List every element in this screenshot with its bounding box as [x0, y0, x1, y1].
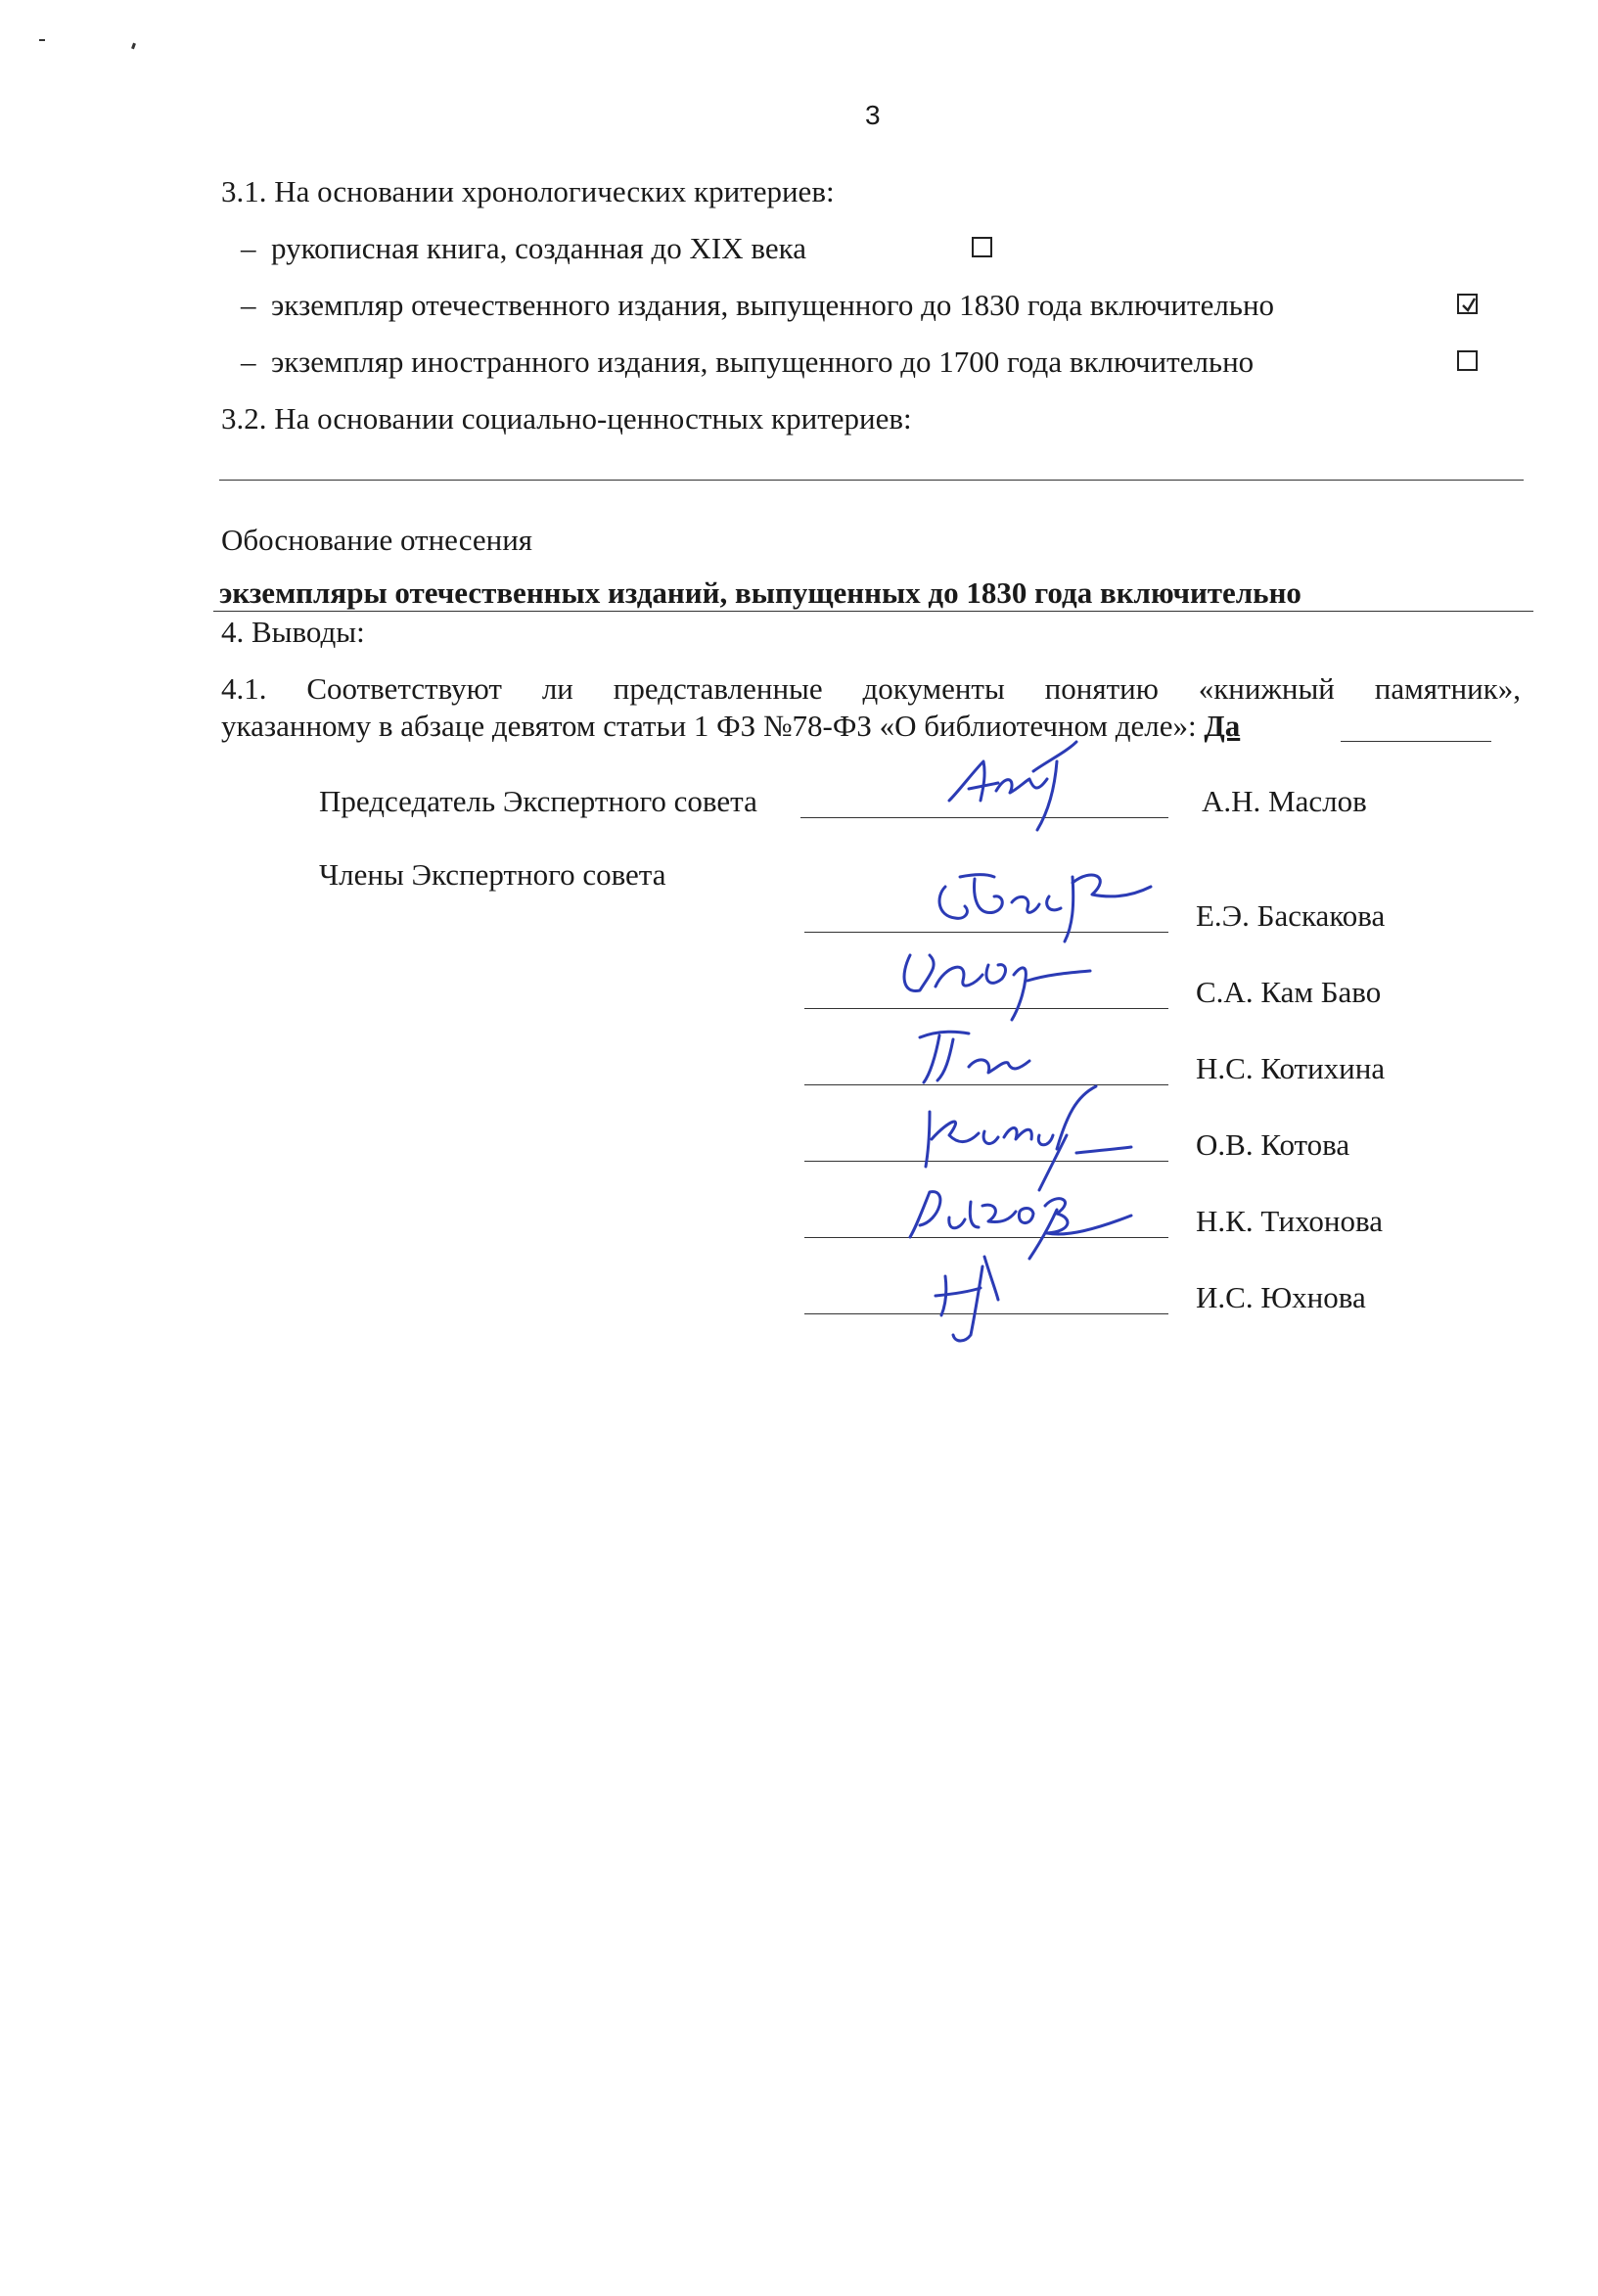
- member-signature: [926, 848, 1161, 945]
- answer-value: Да: [1204, 709, 1241, 743]
- list-dash: –: [241, 344, 256, 379]
- list-dash: –: [241, 288, 256, 322]
- checkbox-domestic-edition[interactable]: [1457, 294, 1478, 314]
- chair-title: Председатель Экспертного совета: [319, 784, 757, 818]
- member-name: И.С. Юхнова: [1196, 1280, 1366, 1314]
- member-name: О.В. Котова: [1196, 1127, 1350, 1162]
- list-item-text: рукописная книга, созданная до XIX века: [271, 231, 806, 265]
- justification-label: Обоснование отнесения: [221, 523, 533, 557]
- conclusions-heading: 4. Выводы:: [221, 615, 365, 649]
- section-3-2-heading: 3.2. На основании социально-ценностных критериев:: [221, 401, 912, 436]
- list-item: [241, 288, 1274, 323]
- question-line-1: 4.1. Соответствуют ли представленные документы понятию «книжный памятник»,: [221, 671, 1521, 706]
- checkbox-foreign-edition[interactable]: [1457, 350, 1478, 371]
- scan-speck: [39, 39, 45, 41]
- list-dash: –: [241, 231, 256, 265]
- members-title: Члены Экспертного совета: [319, 857, 666, 892]
- question-text: указанному в абзаце девятом статьи 1 ФЗ №78-ФЗ «О библиотечном деле»:: [221, 709, 1197, 743]
- checkbox-manuscript[interactable]: [972, 237, 992, 257]
- blank-line: [219, 480, 1524, 481]
- answer-underline: [1341, 741, 1491, 742]
- section-3-1-heading: 3.1. На основании хронологических критериев:: [221, 174, 835, 208]
- list-item: [241, 231, 806, 266]
- member-name: С.А. Кам Баво: [1196, 975, 1382, 1009]
- member-signature: [881, 936, 1096, 1024]
- page-number: 3: [865, 100, 881, 130]
- list-item: [241, 344, 1254, 380]
- member-name: Е.Э. Баскакова: [1196, 898, 1386, 933]
- member-name: Н.К. Тихонова: [1196, 1204, 1383, 1238]
- scan-speck: [131, 43, 136, 50]
- checkmark-icon: [1459, 296, 1480, 316]
- member-signature: [926, 1237, 1033, 1345]
- chair-signature: [939, 732, 1116, 840]
- list-item-text: экземпляр иностранного издания, выпущенного до 1700 года включительно: [271, 344, 1255, 379]
- justification-underline: [213, 611, 1533, 612]
- list-item-text: экземпляр отечественного издания, выпущенного до 1830 года включительно: [271, 288, 1275, 322]
- chair-name: А.Н. Маслов: [1202, 784, 1367, 818]
- justification-value: экземпляры отечественных изданий, выпущенных до 1830 года включительно: [219, 575, 1301, 610]
- member-name: Н.С. Котихина: [1196, 1051, 1386, 1085]
